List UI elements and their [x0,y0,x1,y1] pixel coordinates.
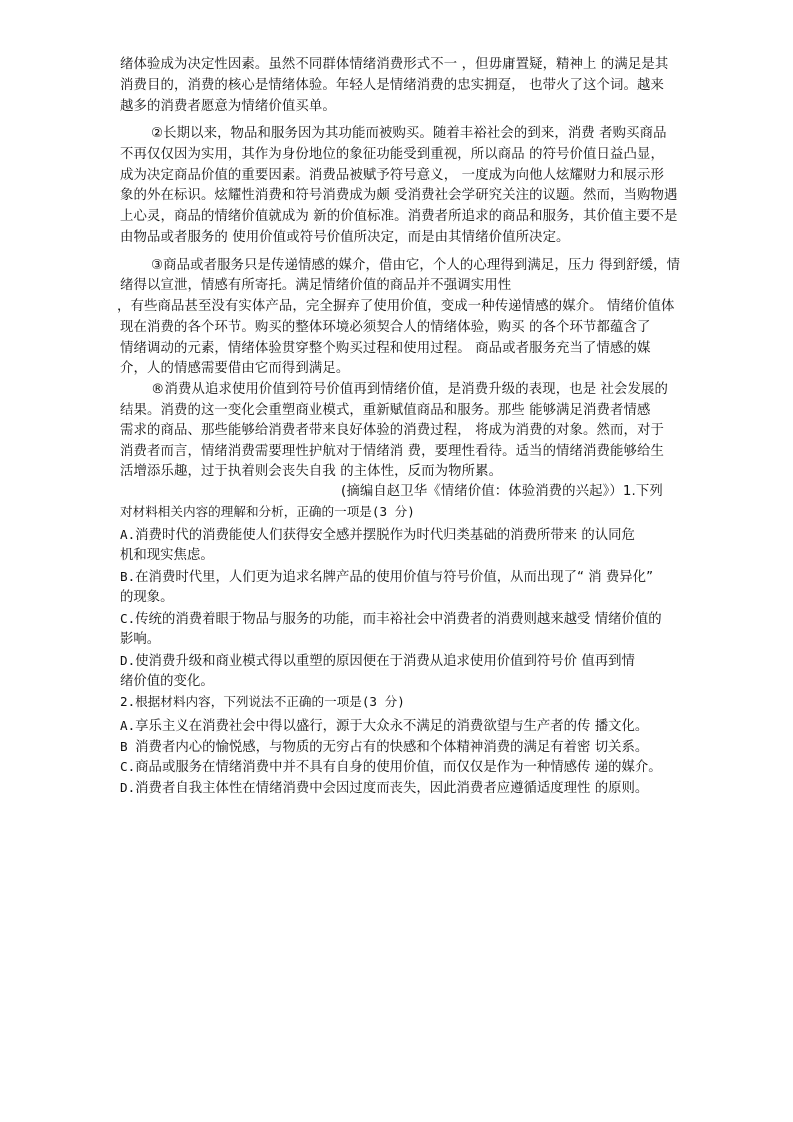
text-line: 由物品或者服务的 使用价值或符号价值所决定，而是由其情绪价值所决定。 [120,230,570,245]
text-line: ，有些商品甚至没有实体产品，完全摒弃了使用价值，变成一种传递情感的媒介。 情绪价值体 [117,299,675,314]
text-line: 情绪调动的元素，情绪体验贯穿整个购买过程和使用过程。 商品或者服务充当了情感的媒 [120,341,651,356]
text-line: 活增添乐趣，过于执着则会丧失自我 的主体性，反而为物所累。 [120,464,503,479]
text-line: 现在消费的各个环节。购买的整体环境必须契合人的情绪体验，购买 的各个环节都蕴含了 [120,320,651,335]
text-line: 成为决定商品价值的重要因素。消费品被赋予符号意义， 一度成为向他人炫耀财力和展示形 [120,168,664,183]
text-line: 消费者而言，情绪消费需要理性护航对于情绪消 费，要理性看待。适当的情绪消费能够给生 [120,444,664,459]
text-line: ®消费从追求使用价值到符号价值再到情绪价值，是消费升级的表现，也是 社会发展的 [151,382,668,397]
text-line: 绪体验成为决定性因素。虽然不同群体情绪消费形式不一 ，但毋庸置疑，精神上 的满足是其 [120,57,669,72]
source-citation: (摘编自赵卫华《情绪价值：体验消费的兴起》）1.下列 [341,484,663,499]
question-1-stem: 对材料相关内容的理解和分析，正确的一项是(3 分) [120,504,415,519]
text-line: 绪得以宣泄，情感有所寄托。满足情绪价值的商品并不强调实用性 [120,278,512,293]
question-1-option-c: C.传统的消费着眼于物品与服务的功能，而丰裕社会中消费者的消费则越来越受 情绪价值的 [120,611,662,627]
question-1-option-a-cont: 机和现实焦虑。 [120,548,214,563]
question-2-stem: 2.根据材料内容，下列说法不正确的一项是(3 分) [120,694,405,709]
text-line: 不再仅仅因为实用，其作为身份地位的象征功能受到重视，所以商品 的符号价值日益凸显， [120,147,664,162]
question-1-option-b-cont: 的现象。 [120,590,174,605]
text-line: 象的外在标识。炫耀性消费和符号消费成为颇 受消费社会学研究关注的议题。然而，当购物遇 [120,188,678,203]
text-line: 需求的商品、那些能够给消费者带来良好体验的消费过程， 将成为消费的对象。然而，对于 [120,423,664,438]
question-1-option-c-cont: 影响。 [120,632,161,647]
text-line: ③商品或者服务只是传递情感的媒介，借由它，个人的心理得到满足，压力 得到舒缓，情 [151,258,681,273]
text-line: ②长期以来，物品和服务因为其功能而被购买。随着丰裕社会的到来，消费 者购买商品 [151,126,667,141]
text-line: 介，人的情感需要借由它而得到满足。 [120,361,350,376]
question-1-option-a: A.消费时代的消费能使人们获得安全感并摆脱作为时代归类基础的消费所带来 的认同危 [120,527,635,543]
text-line: 越多的消费者愿意为情绪价值买单。 [120,99,336,114]
question-1-option-d-cont: 绪价值的变化。 [120,674,214,689]
question-2-option-b: B 消费者内心的愉悦感，与物质的无穷占有的快感和个体精神消费的满足有着密 切关系。 [120,739,649,755]
question-2-option-a: A.享乐主义在消费社会中得以盛行，源于大众永不满足的消费欲望与生产者的传 播文化。 [120,718,649,734]
question-2-option-d: D.消费者自我主体性在情绪消费中会因过度而丧失，因此消费者应遵循适度理性 的原则。 [120,780,649,796]
question-1-option-b: B.在消费时代里，人们更为追求名牌产品的使用价值与符号价值，从而出现了“ 消 费异化” [120,569,654,585]
text-line: 消费目的，消费的核心是情绪体验。年轻人是情绪消费的忠实拥趸， 也带火了这个词。越来 [120,78,664,93]
question-2-option-c: C.商品或服务在情绪消费中并不具有自身的使用价值，而仅仅是作为一种情感传 递的媒介。 [120,759,662,775]
text-line: 结果。消费的这一变化会重塑商业模式，重新赋值商品和服务。那些 能够满足消费者情感 [120,403,651,418]
text-line: 上心灵，商品的情绪价值就成为 新的价值标准。消费者所追求的商品和服务，其价值主要不是 [120,209,678,224]
question-1-option-d: D.使消费升级和商业模式得以重塑的原因便在于消费从追求使用价值到符号价 值再到情 [120,653,635,669]
